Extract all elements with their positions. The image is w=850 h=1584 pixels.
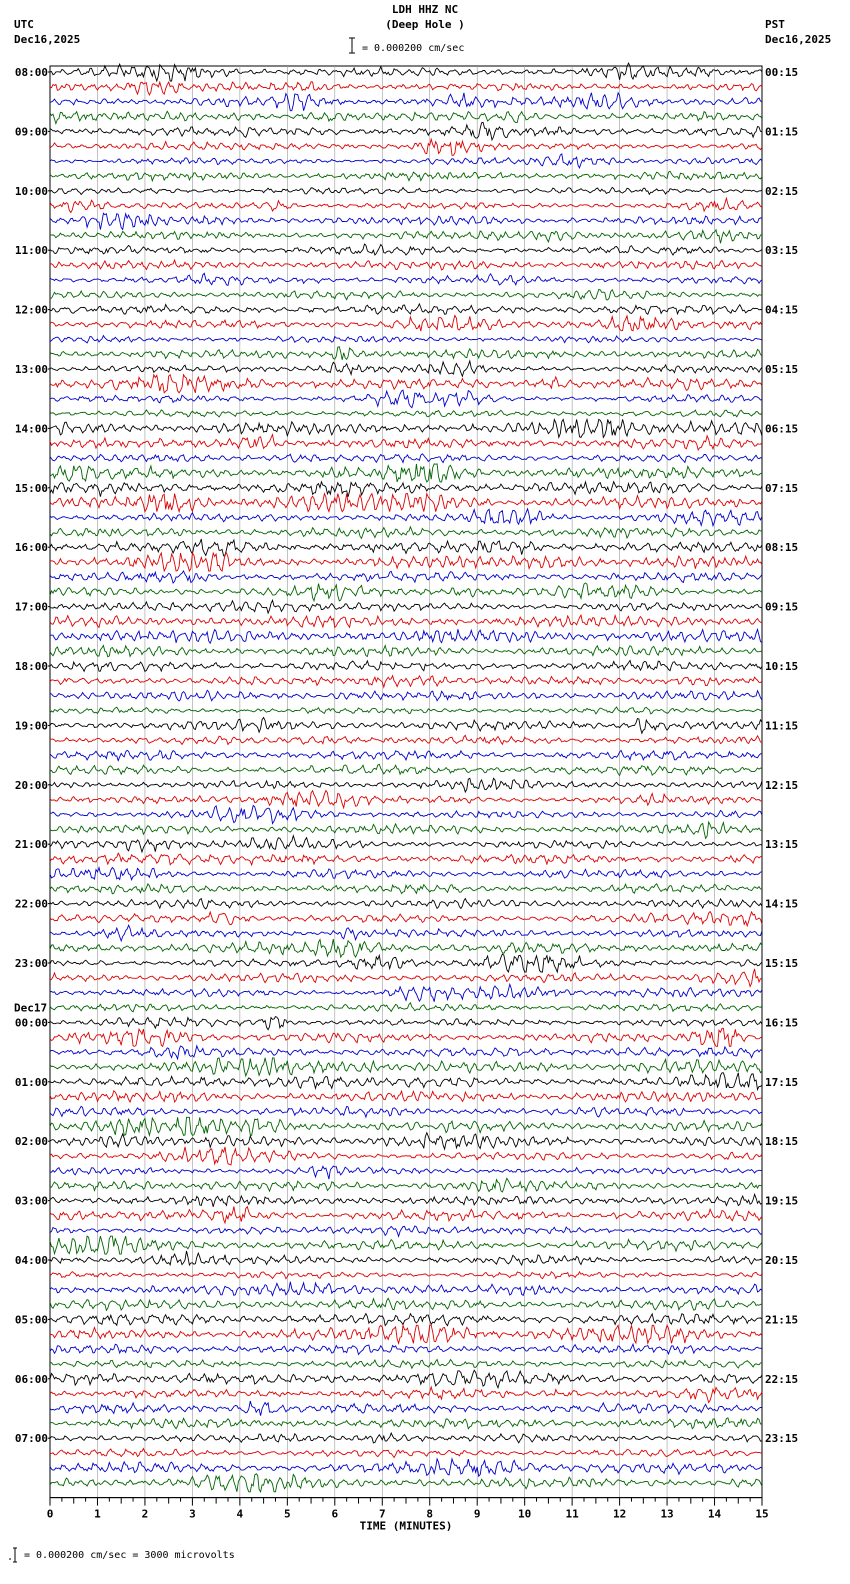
trace-line — [50, 1418, 762, 1429]
trace-line — [50, 273, 762, 285]
trace-line — [50, 969, 762, 987]
trace-line — [50, 750, 762, 760]
trace-line — [50, 454, 762, 463]
utc-hour-label: 02:00 — [14, 1135, 48, 1149]
utc-hour-label: 16:00 — [14, 541, 48, 555]
left-date: Dec16,2025 — [14, 33, 81, 46]
utc-hour-label: 14:00 — [14, 422, 48, 436]
trace-line — [50, 954, 762, 972]
trace-line — [50, 1166, 762, 1179]
trace-line — [50, 260, 762, 270]
x-tick-label: 12 — [612, 1507, 627, 1521]
trace-line — [50, 646, 762, 657]
trace-line — [50, 1272, 762, 1279]
trace-line — [50, 390, 762, 408]
trace-line — [50, 1117, 762, 1135]
trace-line — [50, 553, 762, 571]
pst-hour-label: 04:15 — [765, 303, 799, 317]
pst-hour-label: 21:15 — [765, 1313, 799, 1327]
x-tick-label: 10 — [518, 1507, 532, 1521]
trace-line — [50, 899, 762, 909]
trace-line — [50, 912, 762, 926]
x-axis-title: TIME (MINUTES) — [359, 1519, 453, 1533]
trace-line — [50, 1459, 762, 1476]
trace-line — [50, 1282, 762, 1296]
trace-line — [50, 213, 762, 229]
x-tick-label: 14 — [707, 1507, 722, 1521]
x-tick-label: 3 — [189, 1507, 196, 1521]
trace-line — [50, 375, 762, 393]
station-title: LDH HHZ NC — [391, 3, 459, 16]
x-tick-label: 2 — [141, 1507, 149, 1521]
pst-hour-label: 08:15 — [765, 541, 799, 555]
pst-hour-label: 18:15 — [765, 1135, 799, 1149]
utc-hour-label: 06:00 — [14, 1372, 48, 1386]
trace-line — [50, 464, 762, 482]
utc-hour-label: 00:00 — [14, 1016, 48, 1030]
trace-line — [50, 1236, 762, 1254]
footer-scale-bar-icon — [8, 1547, 20, 1563]
trace-line — [50, 1314, 762, 1326]
trace-line — [50, 527, 762, 539]
x-tick-label: 8 — [426, 1507, 434, 1521]
pst-hour-label: 06:15 — [765, 422, 799, 436]
trace-line — [50, 1401, 762, 1416]
trace-line — [50, 884, 762, 894]
x-tick-label: 13 — [660, 1507, 674, 1521]
trace-line — [50, 244, 762, 255]
trace-line — [50, 111, 762, 123]
trace-line — [50, 791, 762, 808]
left-timezone: UTC — [14, 18, 34, 31]
pst-hour-label: 10:15 — [765, 660, 799, 673]
footer-scale-note: = 0.000200 cm/sec = 3000 microvolts — [24, 1550, 235, 1561]
pst-hour-label: 00:15 — [765, 66, 799, 79]
trace-line — [50, 764, 762, 775]
pst-hour-label: 03:15 — [765, 244, 799, 258]
right-date: Dec16,2025 — [765, 33, 832, 46]
x-tick-label: 7 — [378, 1507, 386, 1521]
pst-hour-label: 22:15 — [765, 1372, 799, 1386]
trace-line — [50, 600, 762, 613]
trace-line — [50, 853, 762, 865]
utc-hour-label: 22:00 — [14, 897, 48, 911]
utc-hour-label: 21:00 — [14, 838, 48, 852]
trace-line — [50, 347, 762, 360]
utc-hour-label: 09:00 — [14, 125, 48, 139]
trace-line — [50, 1433, 762, 1443]
trace-line — [50, 1226, 762, 1237]
trace-line — [50, 735, 762, 744]
trace-line — [50, 336, 762, 343]
trace-line — [50, 629, 762, 643]
trace-line — [50, 1091, 762, 1102]
trace-line — [50, 1194, 762, 1207]
trace-line — [50, 410, 762, 417]
trace-line — [50, 1474, 762, 1492]
trace-line — [50, 1058, 762, 1076]
pst-hour-label: 07:15 — [765, 481, 799, 495]
trace-line — [50, 1360, 762, 1369]
trace-line — [50, 1344, 762, 1354]
trace-line — [50, 939, 762, 957]
x-tick-label: 11 — [565, 1507, 579, 1521]
utc-hour-label: 11:00 — [14, 244, 48, 258]
trace-line — [50, 82, 762, 95]
trace-line — [50, 984, 762, 1001]
trace-line — [50, 707, 762, 714]
trace-line — [50, 615, 762, 627]
utc-hour-label: 19:00 — [14, 719, 48, 733]
pst-hour-label: 12:15 — [765, 778, 799, 792]
trace-line — [50, 1449, 762, 1458]
utc-hour-label: 13:00 — [14, 363, 48, 376]
utc-hour-label: 08:00 — [14, 66, 48, 79]
trace-line — [50, 435, 762, 450]
trace-line — [50, 1298, 762, 1310]
pst-hour-label: 11:15 — [765, 719, 799, 733]
utc-hour-label: 10:00 — [14, 184, 48, 198]
pst-hour-label: 14:15 — [765, 897, 799, 911]
utc-hour-label: 01:00 — [14, 1075, 48, 1089]
trace-line — [50, 660, 762, 671]
utc-hour-label: 18:00 — [14, 660, 48, 673]
pst-hour-label: 23:15 — [765, 1432, 799, 1446]
trace-line — [50, 806, 762, 824]
trace-line — [50, 1106, 762, 1117]
utc-hour-label: 03:00 — [14, 1194, 48, 1208]
pst-hour-label: 09:15 — [765, 600, 799, 614]
trace-line — [50, 1387, 762, 1403]
trace-line — [50, 154, 762, 168]
utc-hour-label: 15:00 — [14, 481, 48, 495]
right-timezone: PST — [765, 18, 785, 31]
pst-hour-label: 19:15 — [765, 1194, 799, 1208]
trace-line — [50, 93, 762, 111]
trace-line — [50, 1028, 762, 1046]
trace-line — [50, 1147, 762, 1165]
x-tick-label: 0 — [46, 1507, 54, 1521]
pst-hour-label: 15:15 — [765, 957, 799, 970]
trace-line — [50, 676, 762, 688]
trace-line — [50, 122, 762, 139]
trace-line — [50, 822, 762, 838]
trace-line — [50, 315, 762, 331]
pst-hour-label: 01:15 — [765, 125, 799, 139]
trace-line — [50, 187, 762, 194]
utc-hour-label: 07:00 — [14, 1432, 48, 1446]
x-tick-label: 4 — [236, 1507, 244, 1521]
trace-line — [50, 361, 762, 376]
trace-line — [50, 419, 762, 437]
trace-line — [50, 1207, 762, 1224]
utc-hour-label: 20:00 — [14, 778, 48, 792]
trace-line — [50, 230, 762, 244]
x-tick-label: 1 — [94, 1507, 101, 1521]
trace-line — [50, 171, 762, 181]
utc-hour-label: 05:00 — [14, 1313, 48, 1327]
date-change-label: Dec17 — [14, 1001, 48, 1015]
utc-hour-label: 04:00 — [14, 1254, 48, 1267]
trace-line — [50, 690, 762, 701]
trace-line — [50, 289, 762, 300]
x-tick-label: 5 — [284, 1507, 291, 1521]
trace-line — [50, 868, 762, 880]
x-tick-label: 6 — [331, 1507, 339, 1521]
trace-line — [50, 1370, 762, 1388]
utc-hour-label: 17:00 — [14, 600, 48, 614]
scale-label: = 0.000200 cm/sec — [362, 43, 465, 54]
x-tick-label: 15 — [755, 1507, 769, 1521]
trace-line — [50, 583, 762, 601]
pst-hour-label: 05:15 — [765, 363, 799, 376]
trace-line — [50, 778, 762, 792]
x-tick-label: 9 — [473, 1507, 481, 1521]
trace-line — [50, 836, 762, 852]
trace-line — [50, 1073, 762, 1090]
trace-line — [50, 1017, 762, 1030]
trace-line — [50, 539, 762, 556]
trace-line — [50, 1003, 762, 1012]
site-subtitle: (Deep Hole ) — [385, 18, 465, 31]
pst-hour-label: 13:15 — [765, 838, 799, 852]
trace-line — [50, 571, 762, 583]
trace-line — [50, 198, 762, 212]
pst-hour-label: 02:15 — [765, 184, 799, 198]
trace-line — [50, 1251, 762, 1265]
utc-hour-label: 12:00 — [14, 303, 48, 317]
trace-line — [50, 139, 762, 155]
utc-hour-label: 23:00 — [14, 957, 48, 970]
pst-hour-label: 20:15 — [765, 1254, 799, 1267]
trace-line — [50, 1133, 762, 1150]
pst-hour-label: 16:15 — [765, 1016, 799, 1030]
trace-line — [50, 925, 762, 941]
trace-line — [50, 1178, 762, 1192]
pst-hour-label: 17:15 — [765, 1075, 799, 1089]
trace-line — [50, 1046, 762, 1059]
trace-line — [50, 494, 762, 512]
trace-line — [50, 1325, 762, 1343]
trace-line — [50, 718, 762, 734]
trace-line — [50, 304, 762, 314]
